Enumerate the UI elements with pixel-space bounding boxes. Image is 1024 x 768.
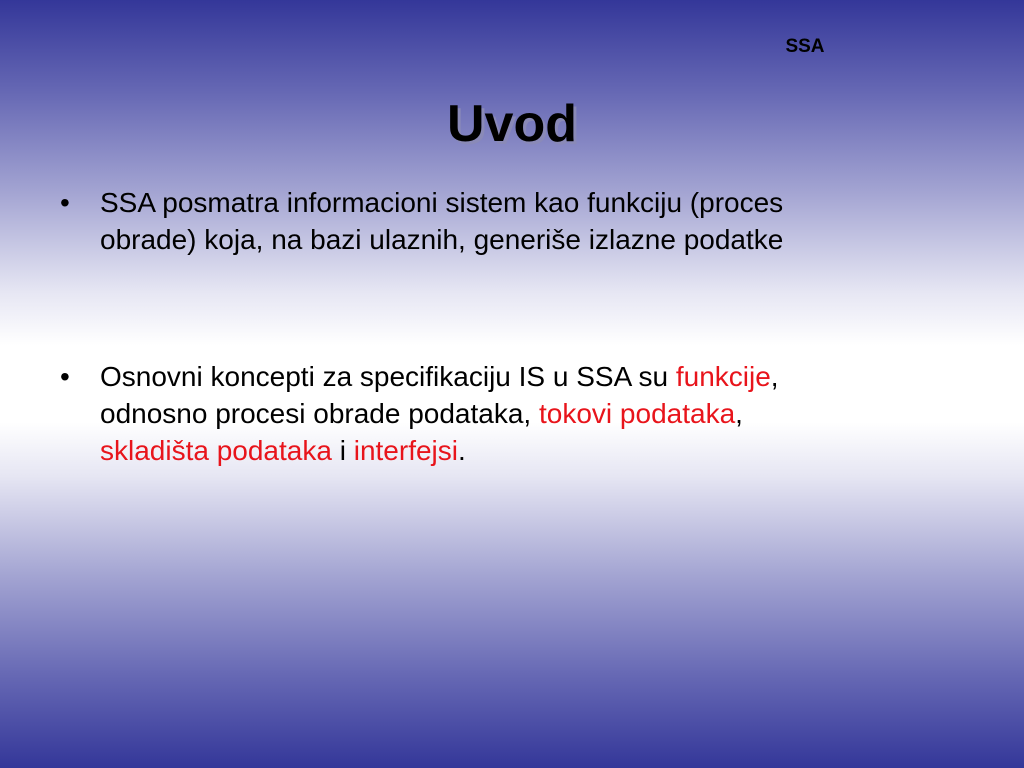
- bullet-mark: •: [60, 187, 70, 218]
- bullet-text: .: [457, 435, 466, 466]
- slide-title: Uvod: [447, 95, 577, 153]
- bullet-text: odnosno procesi obrade podataka,: [100, 398, 539, 429]
- bullet-text: ,: [770, 361, 779, 392]
- highlight-term: tokovi podataka: [539, 398, 736, 429]
- bullet-item: [56, 358, 956, 469]
- header-label: SSA: [785, 36, 825, 57]
- bullet-text: Osnovni koncepti za specifikaciju IS u SSA su: [100, 361, 676, 392]
- bullet-text: i: [331, 435, 354, 466]
- bullet-list: [56, 184, 956, 469]
- bullet-mark: •: [60, 361, 70, 392]
- bullet-item: [56, 184, 956, 258]
- highlight-term: skladišta podataka: [100, 435, 332, 466]
- bullet-text-line: obrade) koja, na bazi ulaznih, generiše izlazne podatke: [100, 224, 784, 255]
- bullet-text: ,: [735, 398, 743, 429]
- highlight-term: funkcije: [675, 361, 771, 392]
- highlight-term: interfejsi: [353, 435, 458, 466]
- bullet-text-line: SSA posmatra informacioni sistem kao funkciju (proces: [100, 187, 784, 218]
